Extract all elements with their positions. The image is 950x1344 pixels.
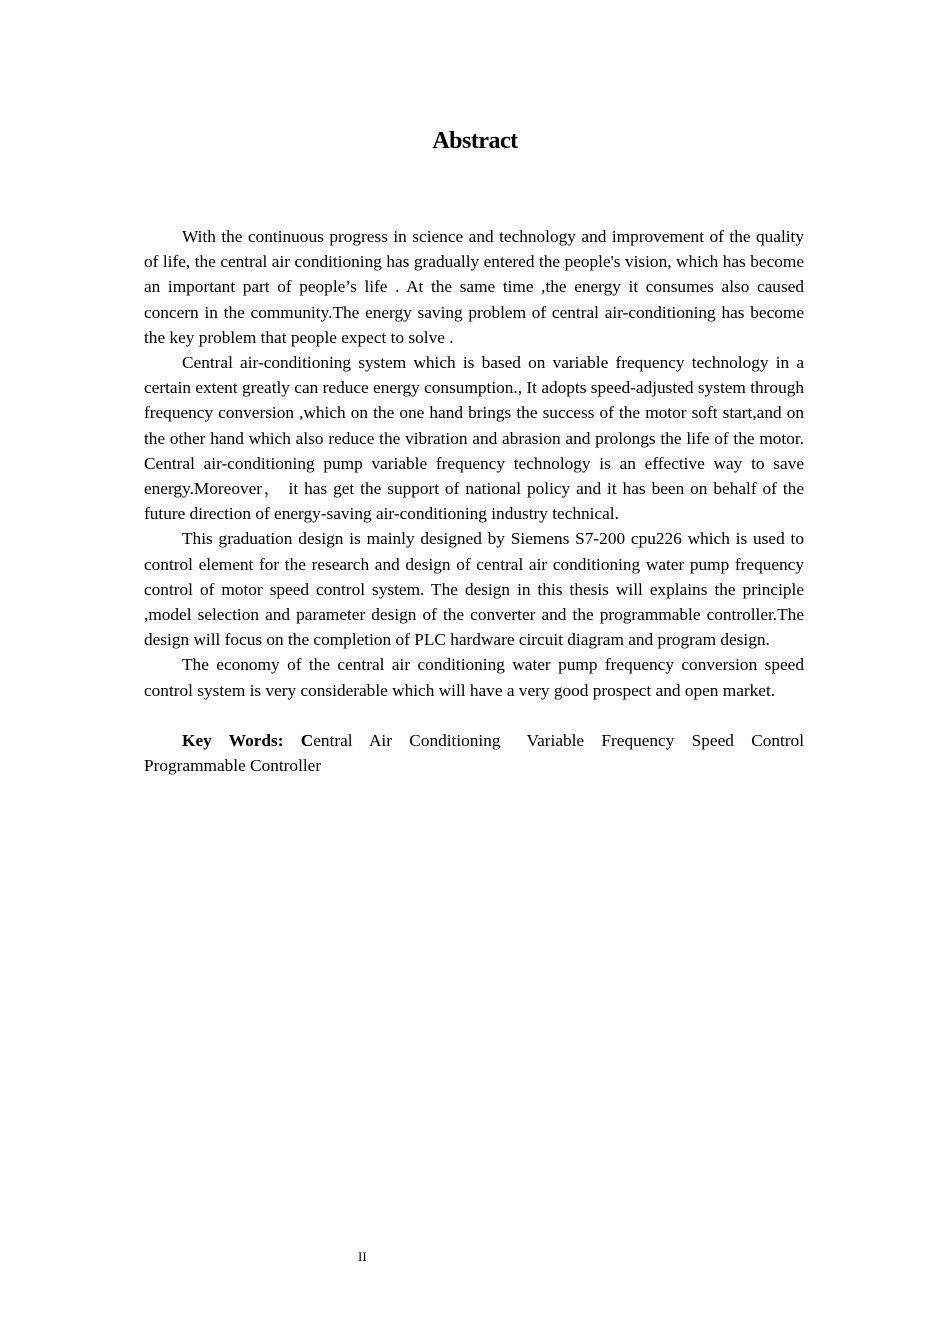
- keyword-3: Programmable Controller: [144, 756, 322, 776]
- abstract-body: [144, 224, 804, 778]
- page-number: II: [358, 1249, 367, 1264]
- paragraph-2: Central air-conditioning system which is based on variable frequency technology in a certain extent greatly can reduce energy consumption., It adopts speed-adjusted system through frequency conversion ,which on the one hand brings the success of the motor soft start,and on the other hand which also reduce the vibration and abrasion and prolongs the life of the motor. Central air-conditioning pump variable frequency technology is an effective way to save energy.Moreover， it has get the support of national policy and it has been on behalf of the future direction of energy-saving air-conditioning industry technical.: [144, 353, 804, 524]
- keyword-2: Variable Frequency Speed Control: [526, 730, 805, 750]
- paragraph-4: The economy of the central air conditioning water pump frequency conversion speed control system is very considerable which will have a very good prospect and open market.: [144, 655, 804, 700]
- keywords-label: Key Words: C: [182, 730, 314, 750]
- keywords-line: [144, 728, 804, 778]
- abstract-title: Abstract: [432, 128, 518, 154]
- paragraph-1: With the continuous progress in science and technology and improvement of the quality of life, the central air conditioning has gradually entered the people's vision, which has become an important part of people’s life . At the same time ,the energy it consumes also caused concern in the community.The energy saving problem of central air-conditioning has become the key problem that people expect to solve .: [144, 227, 804, 347]
- keyword-1-rest: entral Air Conditioning: [313, 730, 501, 750]
- paragraph-3: This graduation design is mainly designed by Siemens S7-200 cpu226 which is used to control element for the research and design of central air conditioning water pump frequency control of motor speed control system. The design in this thesis will explains the principle ,model selection and parameter design of the converter and the programmable controller.The design will focus on the completion of PLC hardware circuit diagram and program design.: [144, 529, 804, 650]
